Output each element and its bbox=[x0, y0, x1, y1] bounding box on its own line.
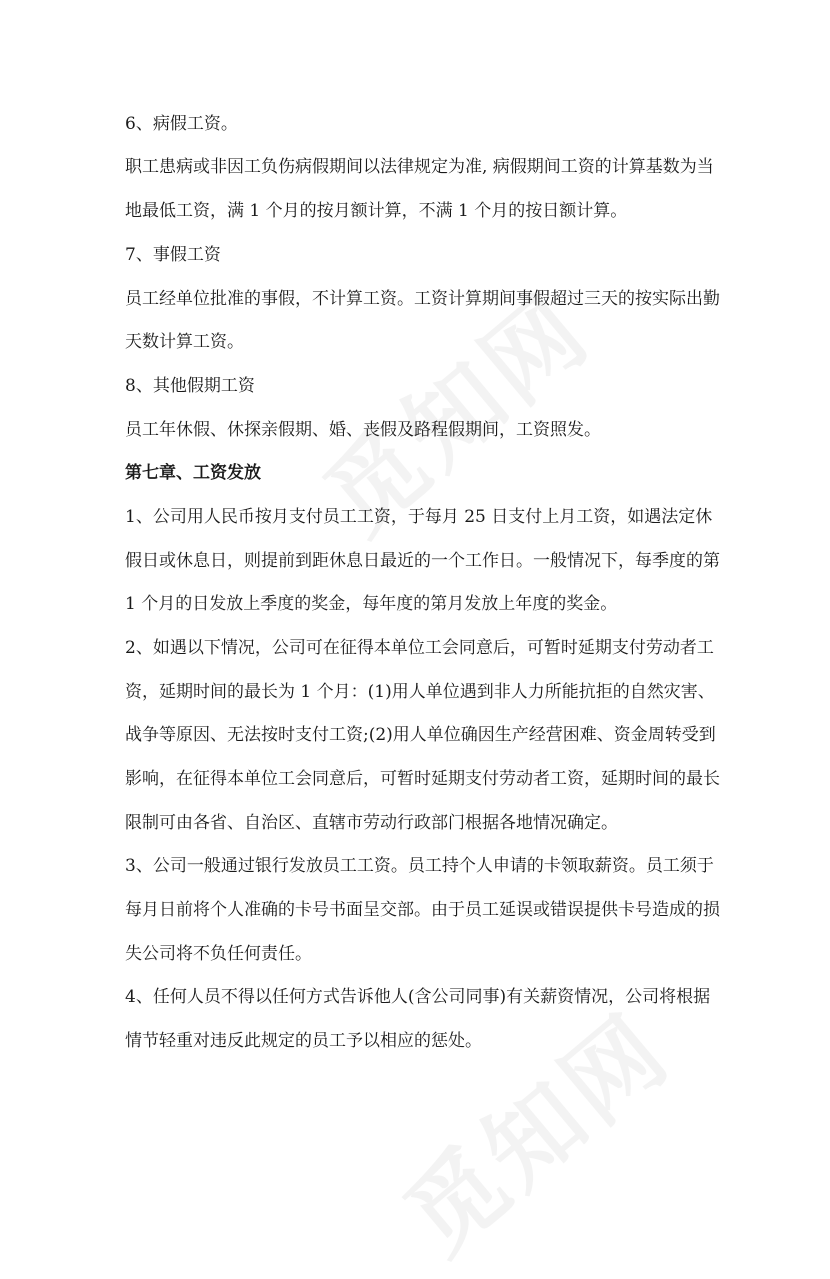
paragraph-line: 1 个月的日发放上季度的奖金，每年度的第月发放上年度的奖金。 bbox=[125, 594, 618, 614]
section-title-other-leave: 8、其他假期工资 bbox=[125, 376, 255, 396]
paragraph-line: 每月日前将个人准确的卡号书面呈交部。由于员工延误或错误提供卡号造成的损 bbox=[125, 900, 720, 920]
paragraph-line: 2、如遇以下情况，公司可在征得本单位工会同意后，可暂时延期支付劳动者工 bbox=[125, 638, 714, 658]
paragraph-line: 假日或休息日，则提前到距休息日最近的一个工作日。一般情况下，每季度的第 bbox=[125, 551, 720, 571]
paragraph-line: 地最低工资，满 1 个月的按月额计算，不满 1 个月的按日额计算。 bbox=[125, 201, 628, 221]
paragraph-line: 员工经单位批准的事假，不计算工资。工资计算期间事假超过三天的按实际出勤 bbox=[125, 289, 720, 309]
watermark bbox=[372, 978, 694, 1279]
paragraph-line: 3、公司一般通过银行发放员工工资。员工持个人申请的卡领取薪资。员工须于 bbox=[125, 856, 714, 876]
paragraph-line: 情节轻重对违反此规定的员工予以相应的惩处。 bbox=[125, 1031, 482, 1051]
paragraph-line: 员工年休假、休探亲假期、婚、丧假及路程假期间，工资照发。 bbox=[125, 420, 601, 440]
section-title-sick-leave: 6、病假工资。 bbox=[125, 114, 238, 134]
paragraph-line: 战争等原因、无法按时支付工资;(2)用人单位确因生产经营困难、资金周转受到 bbox=[125, 725, 716, 745]
paragraph-line: 资，延期时间的最长为 1 个月：(1)用人单位遇到非人力所能抗拒的自然灾害、 bbox=[125, 682, 715, 702]
paragraph-line: 职工患病或非因工负伤病假期间以法律规定为准, 病假期间工资的计算基数为当 bbox=[125, 157, 714, 177]
section-title-personal-leave: 7、事假工资 bbox=[125, 245, 221, 265]
paragraph-line: 4、任何人员不得以任何方式告诉他人(含公司同事)有关薪资情况，公司将根据 bbox=[125, 987, 711, 1007]
paragraph-line: 限制可由各省、自治区、直辖市劳动行政部门根据各地情况确定。 bbox=[125, 813, 618, 833]
paragraph-line: 影响，在征得本单位工会同意后，可暂时延期支付劳动者工资，延期时间的最长 bbox=[125, 769, 720, 789]
paragraph-line: 1、公司用人民币按月支付员工工资，于每月 25 日支付上月工资，如遇法定休 bbox=[125, 507, 713, 527]
paragraph-line: 天数计算工资。 bbox=[125, 332, 244, 352]
chapter-heading: 第七章、工资发放 bbox=[125, 463, 261, 483]
paragraph-line: 失公司将不负任何责任。 bbox=[125, 944, 312, 964]
